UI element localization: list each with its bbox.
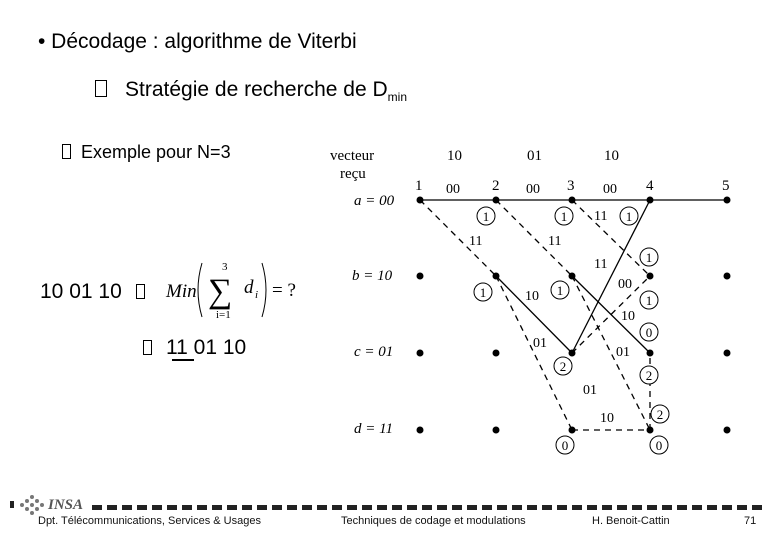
logo-bracket <box>10 501 14 508</box>
footer-author: H. Benoit-Cattin <box>592 515 670 527</box>
stage-number-2: 2 <box>492 178 500 194</box>
metric-value: 1 <box>479 285 487 300</box>
received-symbol-1: 10 <box>447 148 462 164</box>
node-c4 <box>647 350 654 357</box>
footer-course: Techniques de codage et modulations <box>341 515 526 527</box>
formula-d: d <box>244 277 254 298</box>
metric-value: 1 <box>645 250 653 265</box>
branch-label: 00 <box>526 182 540 197</box>
node-b3 <box>569 273 576 280</box>
stage-number-5: 5 <box>722 178 730 194</box>
node-c2 <box>493 350 500 357</box>
example-text: Exemple pour N=3 <box>81 142 231 162</box>
received-symbol-2: 01 <box>527 148 542 164</box>
branch-label: 00 <box>446 182 460 197</box>
stage-number-4: 4 <box>646 178 654 194</box>
metric-value: 1 <box>482 209 490 224</box>
branch-c3-a4 <box>572 200 650 353</box>
formula-result: = ? <box>272 280 296 301</box>
node-a3 <box>569 197 576 204</box>
subtitle-subscript: min <box>387 90 407 105</box>
node-c3 <box>569 350 576 357</box>
stage-number-3: 3 <box>567 178 575 194</box>
branch-label: 10 <box>525 289 539 304</box>
metric-value: 1 <box>560 209 568 224</box>
branch-label: 00 <box>603 182 617 197</box>
node-a5 <box>724 197 731 204</box>
node-b1 <box>417 273 424 280</box>
header-label-vecteur: vecteur <box>330 148 375 164</box>
slide-title: • Décodage : algorithme de Viterbi <box>38 30 357 53</box>
logo-dots <box>20 495 44 515</box>
subtitle-text: Stratégie de recherche de D <box>125 78 388 101</box>
node-a2 <box>493 197 500 204</box>
branch-label: 01 <box>583 383 597 398</box>
metric-value: 2 <box>559 359 567 374</box>
metric-value: 1 <box>645 293 653 308</box>
node-d2 <box>493 427 500 434</box>
metric-value: 0 <box>655 438 663 453</box>
branch-label: 10 <box>600 411 614 426</box>
node-a4 <box>647 197 654 204</box>
formula-min: Min <box>166 281 197 302</box>
state-label-c: c = 01 <box>354 344 394 360</box>
metric-value: 2 <box>645 368 653 383</box>
node-d4 <box>647 427 654 434</box>
metric-value: 1 <box>625 209 633 224</box>
header-label-recu: reçu <box>340 166 366 182</box>
node-d5 <box>724 427 731 434</box>
branch-label: 00 <box>618 277 632 292</box>
formula-i: i <box>255 289 259 301</box>
footer-dashed-rule <box>92 505 762 510</box>
metric-value: 0 <box>645 325 653 340</box>
received-symbol-3: 10 <box>604 148 619 164</box>
received-sequence: 10 01 10 <box>40 280 122 303</box>
state-label-d: d = 11 <box>354 421 394 437</box>
state-label-a: a = 00 <box>354 193 395 209</box>
branch-b3-d4 <box>572 276 650 430</box>
node-a1 <box>417 197 424 204</box>
formula-sigma: ∑ <box>208 273 233 310</box>
branch-a3-b4 <box>572 200 650 276</box>
node-d1 <box>417 427 424 434</box>
footer-page-number: 71 <box>744 515 757 527</box>
metric-value: 1 <box>556 283 564 298</box>
logo-text: INSA <box>48 497 84 513</box>
formula-lower: i=1 <box>216 309 231 321</box>
branch-label: 11 <box>469 234 483 249</box>
branch-label: 11 <box>594 257 608 272</box>
node-b2 <box>493 273 500 280</box>
state-label-b: b = 10 <box>352 268 393 284</box>
node-c5 <box>724 350 731 357</box>
metric-value: 0 <box>561 438 569 453</box>
metric-value: 2 <box>656 407 664 422</box>
branch-label: 01 <box>616 345 630 360</box>
node-b4 <box>647 273 654 280</box>
branch-label: 01 <box>533 336 547 351</box>
node-c1 <box>417 350 424 357</box>
footer-department: Dpt. Télécommunications, Services & Usages <box>38 515 261 527</box>
decoded-sequence: 11 01 10 <box>166 336 247 359</box>
branch-label: 10 <box>621 309 635 324</box>
formula-upper: 3 <box>222 261 228 273</box>
branch-label: 11 <box>594 209 608 224</box>
branch-label: 11 <box>548 234 562 249</box>
node-d3 <box>569 427 576 434</box>
node-b5 <box>724 273 731 280</box>
stage-number-1: 1 <box>415 178 423 194</box>
